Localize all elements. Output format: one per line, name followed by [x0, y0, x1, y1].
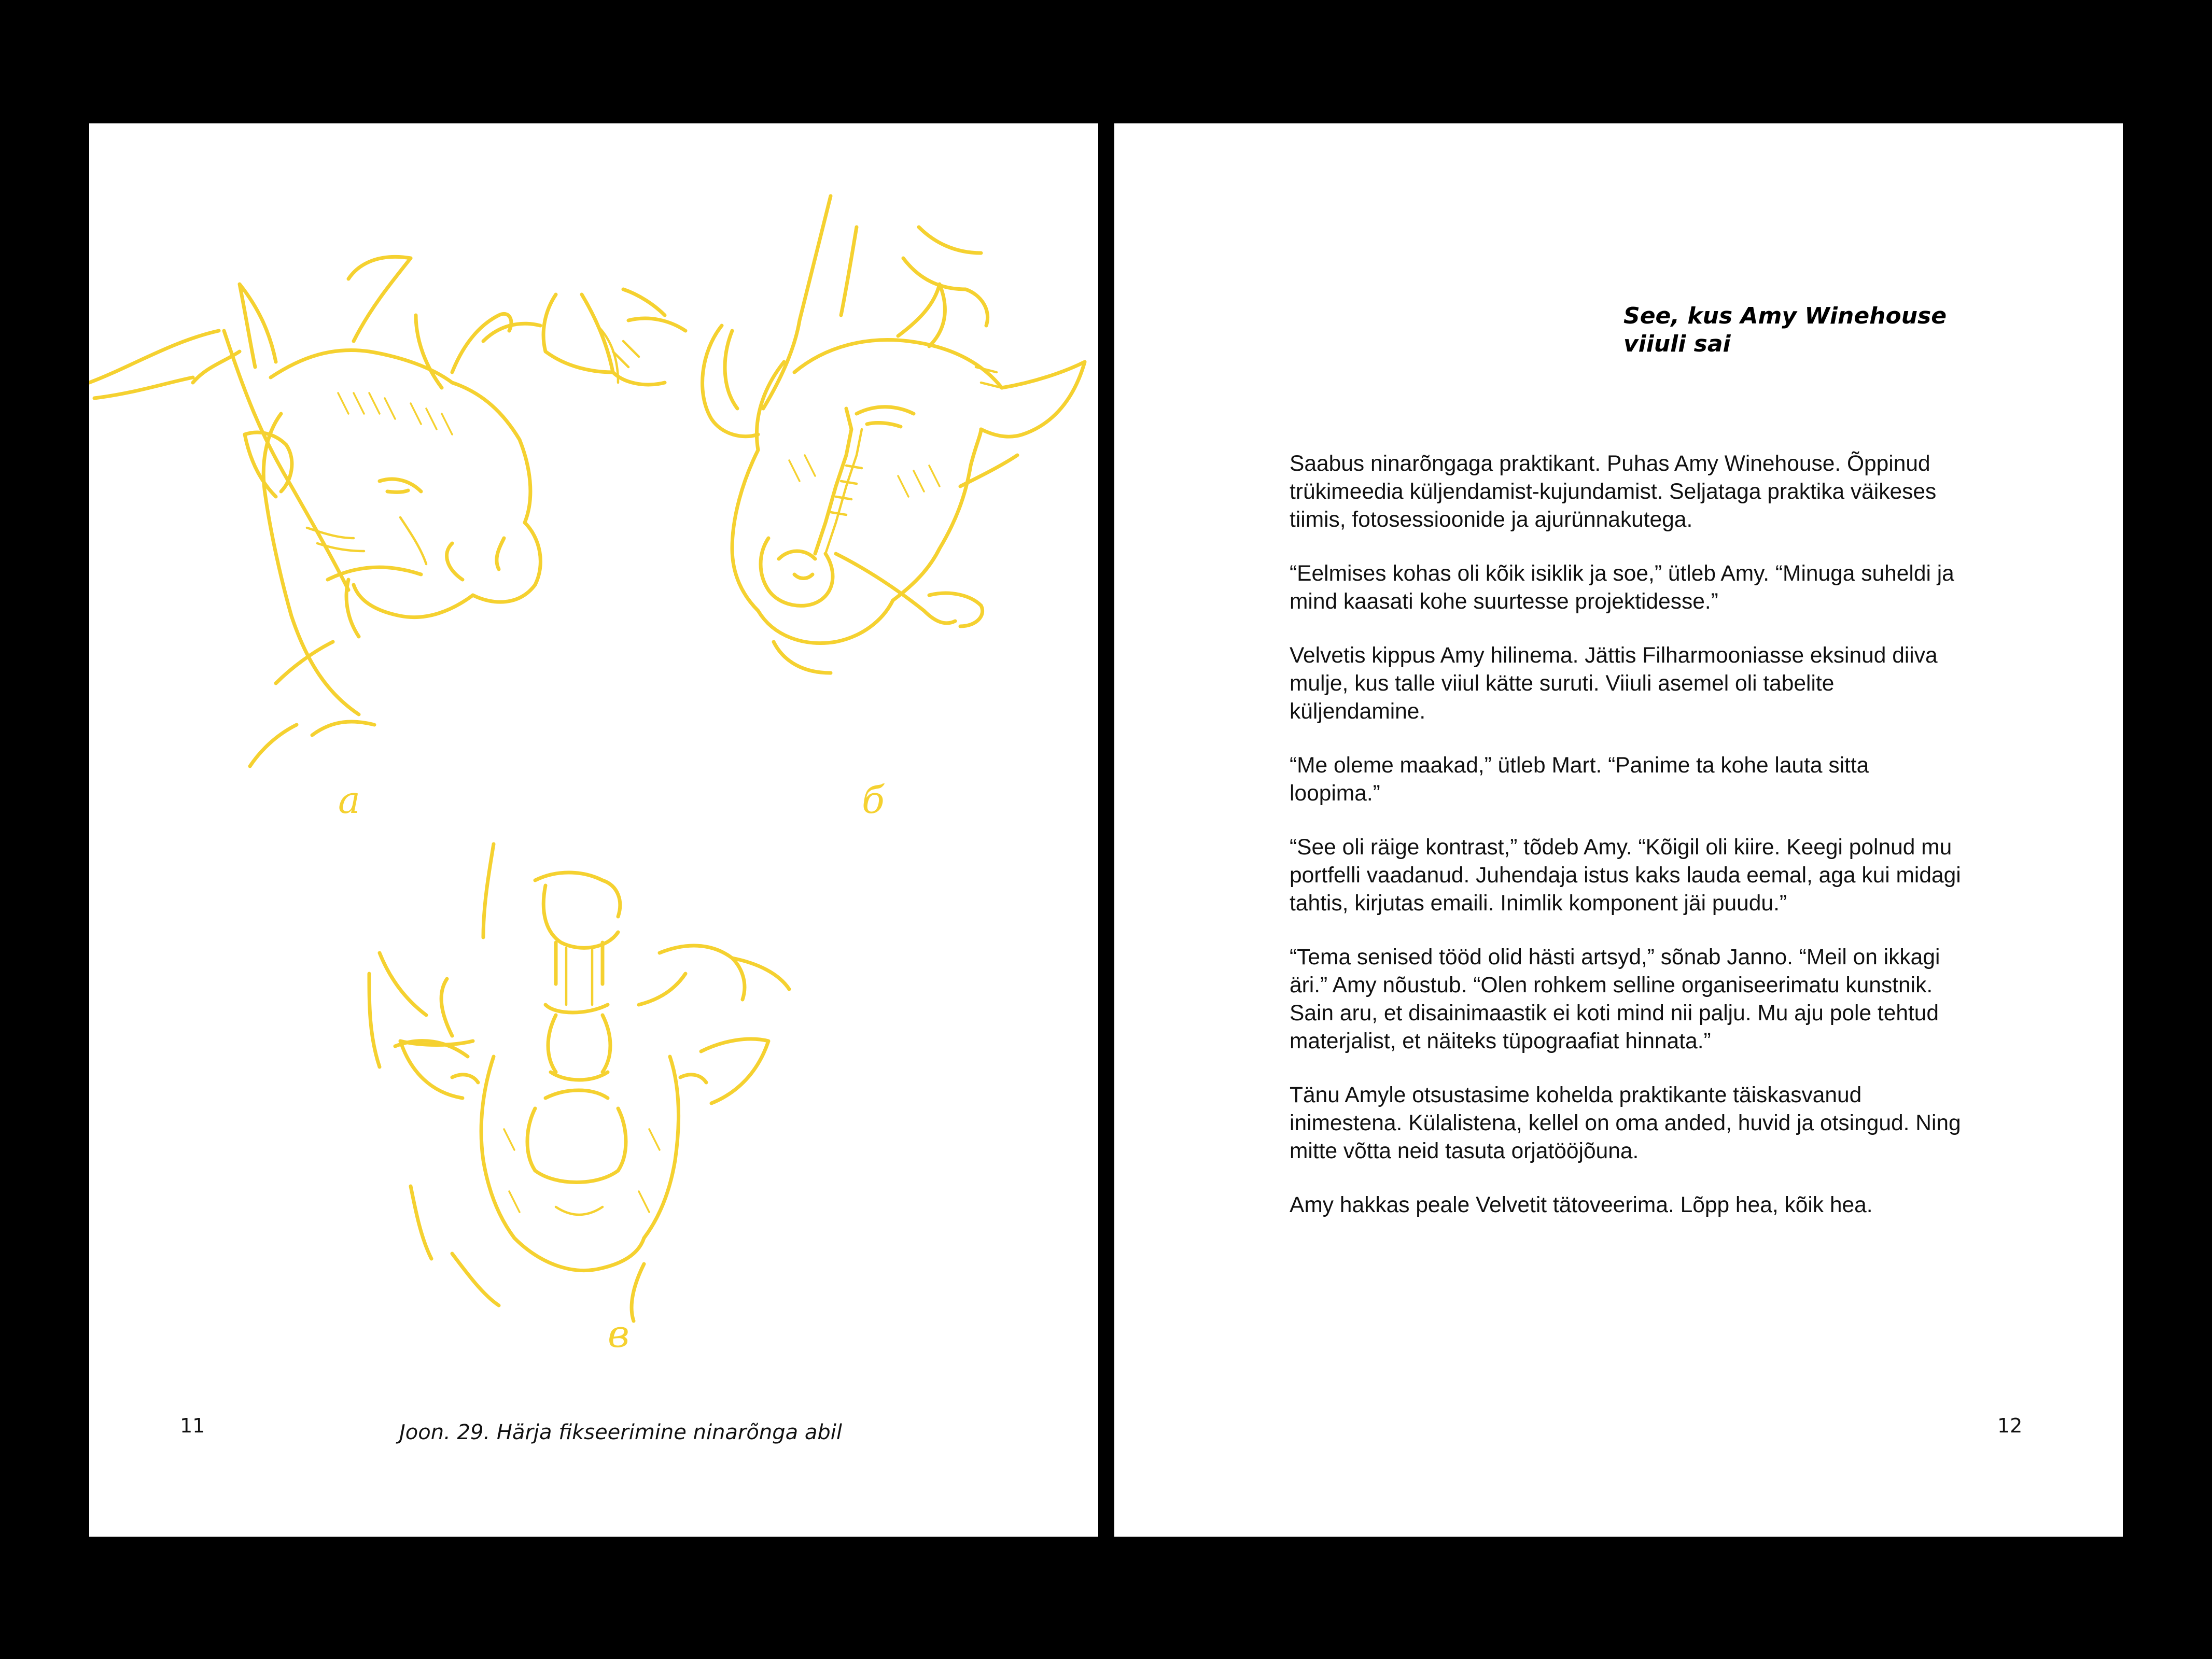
panel-a-drawing: [89, 257, 685, 822]
page-number-right: 12: [1997, 1414, 2023, 1437]
page-number-left: 11: [180, 1414, 205, 1437]
paragraph: “Tema senised tööd olid hästi artsyd,” sõnab Janno. “Meil on ikkagi äri.” Amy nõustub. “Olen rohkem selline organiseerimatu kunstnik. Sain aru, et disainimaastik ei koti mind nii palju. Mu aju pole tehtud materjalist, et näiteks tüpograafiat hinnata.”: [1290, 945, 1940, 1053]
article-title-line-2: viiuli sai: [1623, 331, 1731, 357]
article-body: [1290, 450, 1964, 1245]
left-page: [89, 123, 1098, 1537]
article-title-line-1: See, kus Amy Winehouse: [1623, 303, 1947, 329]
panel-label-b: б: [862, 778, 885, 822]
panel-label-a: а: [338, 778, 360, 822]
figure-caption: Joon. 29. Härja fikseerimine ninarõnga abil: [399, 1421, 842, 1444]
paragraph: “See oli räige kontrast,” tõdeb Amy. “Kõigil oli kiire. Keegi polnud mu portfelli vaadanud. Juhendaja istus kaks lauda eemal, aga kui midagi tahtis, kirjutas emaili. Inimlik komponent jäi puudu.”: [1290, 835, 1961, 916]
panel-c-drawing: [369, 844, 789, 1356]
right-page: [1114, 123, 2123, 1537]
paragraph: Velvetis kippus Amy hilinema. Jättis Filharmooniasse eksinud diiva mulje, kus talle viiul kätte suruti. Viiuli asemel oli tabelite küljendamine.: [1290, 643, 1938, 724]
panel-b-drawing: [703, 196, 1085, 822]
bull-nose-ring-illustration: [89, 123, 1098, 1537]
paragraph: Amy hakkas peale Velvetit tätoveerima. Lõpp hea, kõik hea.: [1290, 1193, 1873, 1217]
paragraph: Saabus ninarõngaga praktikant. Puhas Amy Winehouse. Õppinud trükimeedia küljendamist-kujundamist. Seljataga praktika väikeses tiimis, fotosessioonide ja ajurünnakutega.: [1290, 452, 1937, 532]
paragraph: “Me oleme maakad,” ütleb Mart. “Panime ta kohe lauta sitta loopima.”: [1290, 753, 1869, 806]
paragraph: “Eelmises kohas oli kõik isiklik ja soe,” ütleb Amy. “Minuga suheldi ja mind kaasati kohe suurtesse projektidesse.”: [1290, 561, 1954, 614]
article-title: [1623, 302, 1986, 358]
panel-label-c: в: [608, 1312, 629, 1356]
paragraph: Tänu Amyle otsustasime kohelda praktikante täiskasvanud inimestena. Külalistena, kellel on oma anded, huvid ja otsingud. Ning mitte võtta neid tasuta orjatööjõuna.: [1290, 1083, 1961, 1163]
